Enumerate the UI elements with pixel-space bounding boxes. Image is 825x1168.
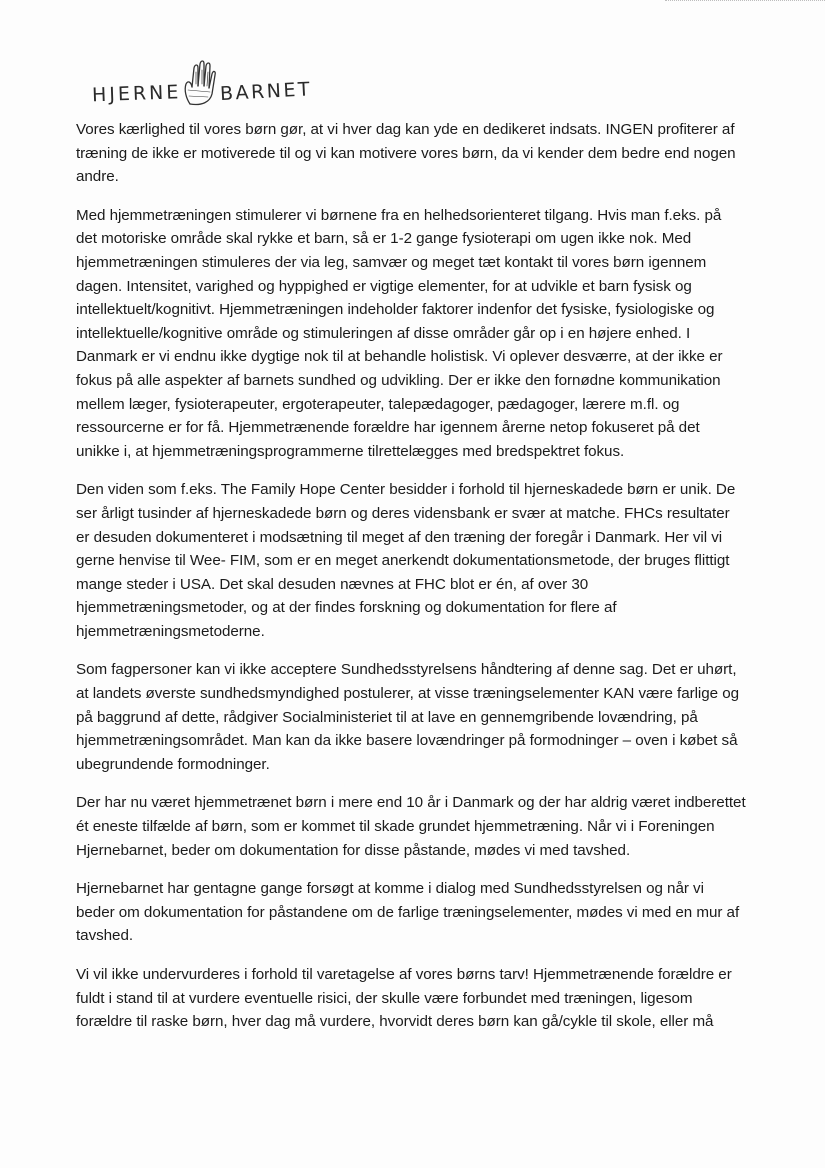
hjernebarnet-logo <box>90 60 320 112</box>
paragraph-wall-of-silence: Hjernebarnet har gentagne gange forsøgt at komme i dialog med Sundhedsstyrelsen og når vi beder om dokumentation for påstandene om de farlige træningselementer, mødes vi med en mur af tavshed. <box>76 880 740 945</box>
scan-edge-line <box>665 0 825 7</box>
hand-icon <box>185 61 215 105</box>
paragraph-motivation: Vores kærlighed til vores børn gør, at vi hver dag kan yde en dedikeret indsats. INGEN profiterer af træning de ikke er motiverede til og vi kan motivere vores børn, da vi kender dem bedre end nogen andre. <box>76 121 736 186</box>
letter-body <box>76 118 746 1034</box>
paragraph-family-hope-center: Den viden som f.eks. The Family Hope Center besidder i forhold til hjerneskadede børn er unik. De ser årligt tusinder af hjerneskadede børn og deres vidensbank er svær at matche. FHCs resultater er desuden dokumenteret i modsætning til meget af den træning der foregår i Danmark. Her vil vi gerne henvise til Wee- FIM, som er en meget anerkendt dokumentationsmetode, der bruges flittigt mange steder i USA. Det skal desuden nævnes at FHC blot er én, af over 30 hjemmetræningsmetoder, og at der findes forskning og dokumentation for flere af hjemmetræningsmetoderne. <box>76 481 736 640</box>
logo-right-word: BARNET <box>219 78 313 106</box>
logo-left-word: HJERNE <box>91 81 182 107</box>
paragraph-parents-judgement: Vi vil ikke undervurderes i forhold til varetagelse af vores børns tarv! Hjemmetrænende forældre er fuldt i stand til at vurdere eventuelle risici, der skulle være forbundet med træningen, ligesom forældre til raske børn, hver dag må vurdere, hvorvidt deres børn kan gå/cykle til skole, eller må <box>76 966 732 1031</box>
paragraph-holistic-training: Med hjemmetræningen stimulerer vi børnene fra en helhedsorienteret tilgang. Hvis man f.eks. på det motoriske område skal rykke et barn, så er 1-2 gange fysioterapi om ugen ikke nok. Med hjemmetræningen stimuleres der via leg, samvær og meget tæt kontakt til vores børn igennem dagen. Intensitet, varighed og hyppighed er vigtige elementer, for at udvikle et barn fysisk og intellektuelt/kognitivt. Hjemmetræningen indeholder faktorer indenfor det fysiske, fysiologiske og intellektuelle/kognitive område og stimuleringen af disse områder går op i en højere enhed. I Danmark er vi endnu ikke dygtige nok til at behandle holistisk. Vi oplever desværre, at der ikke er fokus på alle aspekter af barnets sundhed og udvikling. Der er ikke den fornødne kommunikation mellem læger, fysioterapeuter, ergoterapeuter, talepædagoger, pædagoger, lærere m.fl. og ressourcerne er for få. Hjemmetrænende forældre har igennem årerne netop fokuseret på det unikke i, at hjemmetræningsprogrammerne tilrettelægges med bredspektret fokus. <box>76 206 723 460</box>
paragraph-no-injuries: Der har nu været hjemmetrænet børn i mere end 10 år i Danmark og der har aldrig været indberettet ét eneste tilfælde af børn, som er kommet til skade grundet hjemmetræning. Når vi i Foreningen Hjernebarnet, beder om dokumentation for disse påstande, mødes vi med tavshed. <box>76 794 746 859</box>
paragraph-health-authority: Som fagpersoner kan vi ikke acceptere Sundhedsstyrelsens håndtering af denne sag. Det er uhørt, at landets øverste sundhedsmyndighed postulerer, at visse træningselementer KAN være farlige og på baggrund af dette, rådgiver Socialministeriet til at lave en gennemgribende lovændring, på hjemmetræningsområdet. Man kan da ikke basere lovændringer på formodninger – oven i købet så ubegrundende formodninger. <box>76 661 740 773</box>
